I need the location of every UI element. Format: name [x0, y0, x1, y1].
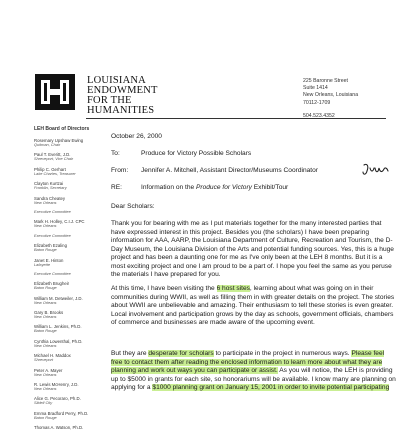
board-member — [34, 353, 86, 363]
board-member-role: New Orleans — [34, 386, 57, 392]
board-member — [34, 410, 89, 421]
memo-from: From: Jennifer A. Mitchell, Assistant Director/Museums Coordinator — [111, 167, 319, 174]
board-member-role: Quitman, Chair — [34, 142, 61, 147]
memo-to: To: Produce for Victory Possible Scholars — [111, 150, 252, 157]
org-name: LOUISIANA ENDOWMENT FOR THE HUMANITIES — [87, 75, 158, 116]
board-member — [34, 258, 86, 268]
board-member — [34, 368, 86, 378]
board-member — [34, 181, 86, 191]
board-member-name: Rosemary Upshaw Ewing — [34, 138, 84, 143]
board-member — [34, 382, 86, 392]
highlight-contact: Please feel free to contact them after reading the enclosed information to learn more about what they are planning and work out ways you can participate or assist. — [111, 350, 385, 374]
board-member — [34, 396, 86, 406]
board-member — [34, 296, 86, 306]
board-member-role: New Orleans — [34, 199, 57, 205]
board-member-name: Philip C. Gerhart — [34, 166, 66, 172]
paragraph-3: But they are desperate for scholars to participate in the project in numerous ways. Please feel free to contact them after reading the enclosed information to learn more about what they are planning and work out ways you can participate or assist. As you will notice, the LEH is providing up to $5000 in grants for each site, so honorariums will be available. I know many are planning on applying for a $1000 planning grant on January 15, 2001 in order to invite potential participating — [111, 350, 396, 391]
board-member — [34, 138, 86, 148]
board-member-name: Gary B. Brooks — [34, 310, 64, 316]
board-member — [34, 234, 86, 239]
leh-logo-icon — [35, 74, 75, 110]
board-member-role: New Orleans — [34, 299, 57, 305]
board-member-role: New Orleans — [34, 223, 57, 229]
board-member-list — [34, 138, 89, 431]
letter-date: October 26, 2000 — [111, 133, 162, 140]
board-member-role: Baton Rouge — [34, 247, 57, 253]
board-member-role: Baton Rouge — [34, 285, 57, 291]
board-member-role: Lake Charles, Treasurer — [34, 170, 76, 176]
board-member-name: Cynthia Lowenthal, Ph.D. — [34, 338, 83, 344]
board-member-role: New Orleans — [34, 342, 57, 348]
board-member-name: Mark H. Holley, C.I.J. CPC — [34, 219, 85, 225]
board-member — [34, 196, 86, 206]
board-member-name: Paul T. Everitt, J.D. — [34, 152, 71, 158]
board-member — [34, 272, 86, 277]
board-member-name: Elizabeth Ezaling — [34, 243, 67, 249]
board-member-role: Baton Rouge — [34, 414, 57, 420]
signature-initials — [361, 162, 391, 178]
highlight-desperate: desperate for scholars — [148, 350, 214, 357]
board-member-role: Lafayette — [34, 261, 51, 267]
board-member — [34, 210, 86, 215]
board-member-role: Baton Rouge — [34, 328, 57, 334]
board-member-name: Emma Bradford Perry, Ph.D. — [34, 410, 89, 416]
org-address: 225 Baronne Street Suite 1414 New Orleans, Louisiana 70112-1709 504.523.4352 — [303, 78, 398, 120]
board-member-name: Clayton Kurtzai — [34, 181, 64, 187]
board-member-role: Executive Committee — [34, 232, 71, 238]
board-member-name: William L. Jenkins, Ph.D. — [34, 324, 82, 330]
board-member-role: Slidell City — [34, 400, 53, 406]
board-member-name: Michael H. Maddox — [34, 353, 71, 359]
board-member — [34, 219, 86, 229]
board-title: LEH Board of Directors — [34, 126, 90, 132]
paragraph-1: Thank you for bearing with me as I put materials together for the many interested parties that have expressed interest in this project. Besides you (the scholars) I have been preparing information for AAA, AARP, the Louisiana Department of Culture, Recreation and Tourism, the D-Day Museum, the Louisiana Division of the Arts and potential funding sources. Yes, this is a huge project and has been a daunting one for me as I've only been at the LEH 8 months. But it is a most exciting project and one I am proud to be a part of. I hope you feel the same as you peruse the materials I have prepared for you. — [111, 220, 394, 278]
paragraph-2: At this time, I have been visiting the 6 host sites, learning about what was going on in their communities during WWII, as well as filling them in with greater details on the project. The stories about WWII are unbelievable and amazing. Their enthusiasm to tell these stories is even greater. Local involvement and participation grows by the day as schools, government officials, chambers of commerce and businesses are made aware of the upcoming event. — [111, 285, 395, 326]
board-member-name: Thomas A. Watson, Ph.D. — [34, 425, 84, 431]
memo-re: RE: Information on the Produce for Victory Exhibit/Tour — [111, 184, 289, 191]
board-member-role: Executive Committee — [34, 208, 71, 214]
board-member — [34, 425, 86, 430]
board-member — [34, 243, 86, 253]
board-member-role: New Orleans — [34, 314, 57, 320]
board-member — [34, 281, 86, 291]
board-member-name: Janet E. Hinton — [34, 257, 64, 263]
highlight-grant: $1000 planning grant on January 15, 2001 in order to invite potential participating — [152, 384, 390, 391]
board-member-role: Shreveport, Vice Chair — [34, 156, 74, 162]
board-member-role: Shreveport — [34, 357, 54, 363]
board-member — [34, 339, 86, 349]
salutation: Dear Scholars: — [111, 203, 155, 210]
board-member — [34, 152, 86, 162]
board-member — [34, 324, 86, 334]
board-member-name: Sandra Cheatey — [34, 195, 66, 201]
board-member-name: Peter A. Mayer — [34, 367, 63, 373]
board-member-role: Franklin, Secretary — [34, 185, 67, 191]
board-member-name: Elizabeth Brugheir — [34, 281, 70, 287]
board-member-name: William M. Detweiler, J.D. — [34, 295, 83, 301]
board-member — [34, 310, 86, 320]
board-member-name: R. Lewis McHenry, J.D. — [34, 382, 79, 388]
board-member-role: New Orleans — [34, 371, 57, 377]
board-member — [34, 167, 86, 177]
board-sidebar — [34, 126, 90, 435]
highlight-host-sites: 6 host sites — [216, 285, 250, 292]
board-member-role: Executive Committee — [34, 270, 71, 276]
org-phone: 504.523.4352 — [303, 112, 335, 119]
board-member-name: Alice G. Pecoraro, Ph.D. — [34, 396, 81, 402]
